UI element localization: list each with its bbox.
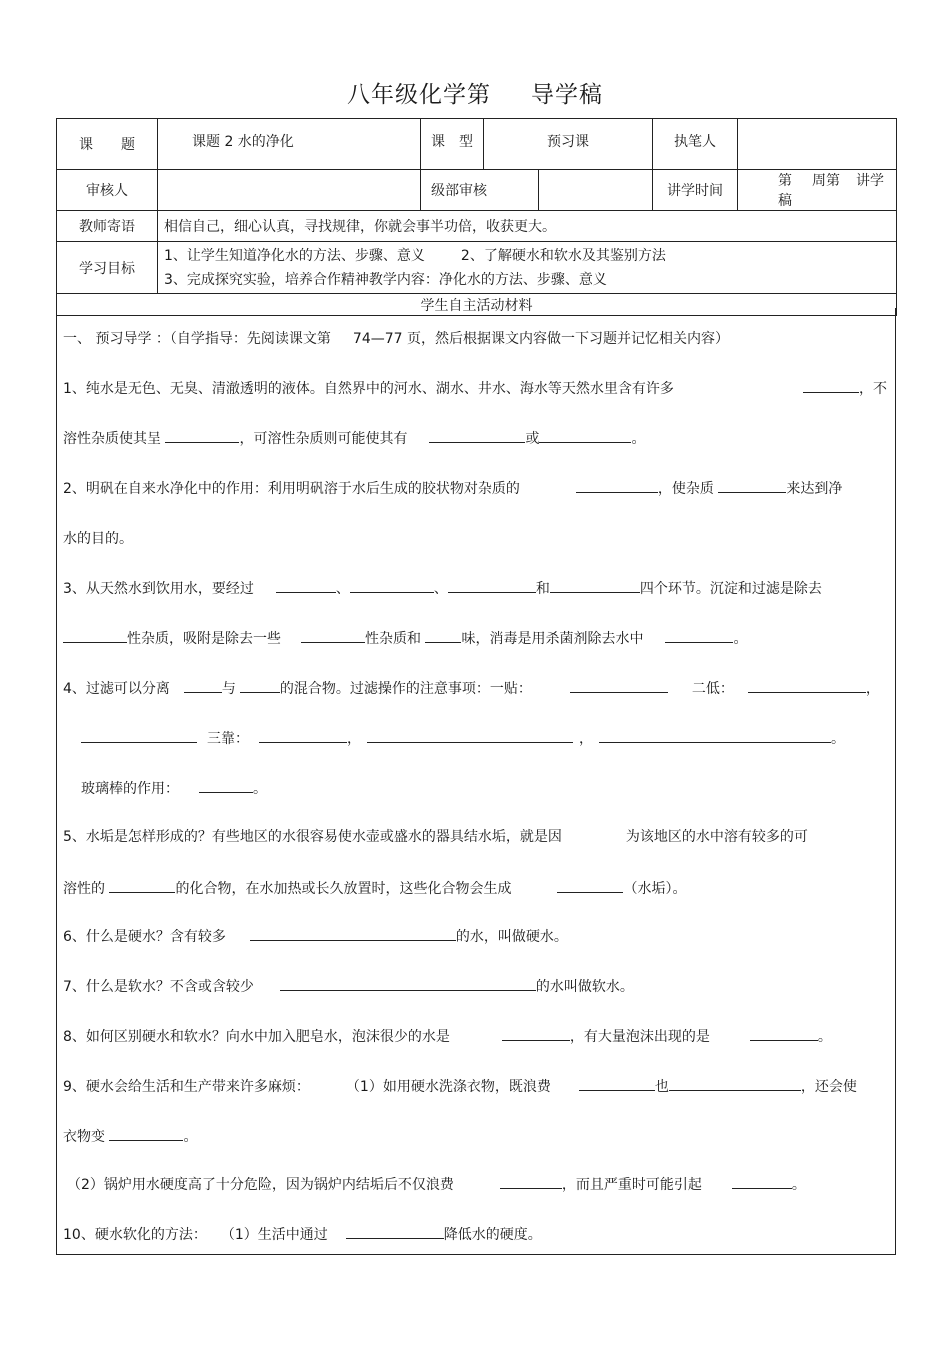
- blank-3-6[interactable]: [301, 628, 365, 643]
- blank-4-3[interactable]: [570, 678, 668, 693]
- blank-4-2[interactable]: [240, 678, 280, 693]
- blank-3-3[interactable]: [448, 578, 536, 593]
- lesson-type-value: 预习课: [484, 119, 653, 170]
- dept-review-value[interactable]: [539, 170, 653, 211]
- question-10: 10、硬水软化的方法： （1）生活中通过 降低水的硬度。: [63, 1224, 887, 1244]
- question-8: 8、如何区别硬水和软水？向水中加入肥皂水，泡沫很少的水是 ，有大量泡沫出现的是 。: [63, 1026, 887, 1046]
- blank-9-5[interactable]: [732, 1174, 792, 1189]
- blank-4-4[interactable]: [748, 678, 866, 693]
- blank-4-5[interactable]: [81, 728, 197, 743]
- blank-4-8[interactable]: [599, 728, 831, 743]
- blank-5-1[interactable]: [109, 878, 175, 893]
- blank-5-2[interactable]: [557, 878, 623, 893]
- blank-3-7[interactable]: [425, 628, 461, 643]
- label-lecture-time: 讲学时间: [653, 170, 738, 211]
- question-7: 7、什么是软水？不含或含较少 的水叫做软水。: [63, 976, 887, 996]
- blank-4-6[interactable]: [259, 728, 347, 743]
- preview-intro: 一、 预习导学 ：（自学指导：先阅读课文第 74—77 页，然后根据课文内容做一下习题并记忆相关内容）: [63, 331, 729, 347]
- section-heading: 学生自主活动材料: [57, 294, 897, 316]
- blank-3-5[interactable]: [63, 628, 127, 643]
- blank-1-1[interactable]: [803, 378, 859, 393]
- blank-8-1[interactable]: [502, 1026, 570, 1041]
- blank-9-1[interactable]: [579, 1076, 655, 1091]
- blank-3-1[interactable]: [276, 578, 336, 593]
- question-5-cont: 溶性的 的化合物，在水加热或长久放置时，这些化合物会生成 （水垢）。: [63, 878, 887, 898]
- blank-4-9[interactable]: [199, 778, 253, 793]
- blank-9-3[interactable]: [109, 1126, 183, 1141]
- worksheet-body: [56, 308, 896, 1255]
- question-1-cont: 溶性杂质使其呈 ，可溶性杂质则可能使其有 或 。: [63, 428, 887, 448]
- blank-7-1[interactable]: [280, 976, 536, 991]
- blank-8-2[interactable]: [750, 1026, 818, 1041]
- blank-1-2[interactable]: [165, 428, 239, 443]
- learning-goals: [158, 242, 897, 294]
- goal-3: 3、完成探究实验，培养合作精神教学内容：净化水的方法、步骤、意义: [164, 271, 607, 288]
- question-6: 6、什么是硬水？含有较多 的水，叫做硬水。: [63, 926, 887, 946]
- question-4: 4、过滤可以分离 与 的混合物。过滤操作的注意事项：一贴： 二低： ，: [63, 678, 887, 698]
- info-table: [56, 118, 897, 316]
- blank-4-7[interactable]: [367, 728, 573, 743]
- label-topic: 课 题: [57, 119, 158, 170]
- blank-6-1[interactable]: [250, 926, 456, 941]
- goal-1: 1、让学生知道净化水的方法、步骤、意义: [164, 247, 425, 264]
- label-dept-review: 级部审核: [421, 170, 539, 211]
- blank-1-4[interactable]: [539, 428, 631, 443]
- question-5: 5、水垢是怎样形成的？有些地区的水很容易使水壶或盛水的器具结水垢，就是因 为该地区的水中溶有较多的可: [63, 829, 808, 845]
- blank-3-8[interactable]: [665, 628, 733, 643]
- label-author: 执笔人: [653, 119, 738, 170]
- author-value[interactable]: [738, 119, 897, 170]
- label-learning-goals: 学习目标: [57, 242, 158, 294]
- blank-4-1[interactable]: [184, 678, 222, 693]
- blank-9-4[interactable]: [500, 1174, 562, 1189]
- blank-1-3[interactable]: [429, 428, 525, 443]
- blank-9-2[interactable]: [669, 1076, 801, 1091]
- question-4-rod: 玻璃棒的作用： 。: [81, 778, 887, 798]
- question-1: 1、纯水是无色、无臭、清澈透明的液体。自然界中的河水、湖水、井水、海水等天然水里含有许多 ，不: [63, 378, 887, 398]
- blank-3-4[interactable]: [550, 578, 640, 593]
- teacher-message: 相信自己，细心认真，寻找规律，你就会事半功倍，收获更大。: [158, 211, 897, 242]
- question-4-cont: 三靠： ， ， 。: [81, 728, 887, 748]
- question-2-cont: 水的目的。: [63, 531, 133, 547]
- blank-3-2[interactable]: [350, 578, 434, 593]
- lecture-time-value: 第 周第 讲学稿: [738, 170, 897, 211]
- page-title: [0, 76, 950, 109]
- question-9: 9、硬水会给生活和生产带来许多麻烦： （1）如用硬水洗涤衣物，既浪费 也 ，还会使: [63, 1076, 887, 1096]
- topic-value: 课题 2 水的净化: [158, 119, 421, 170]
- question-3-cont: 性杂质，吸附是除去一些 性杂质和 味，消毒是用杀菌剂除去水中 。: [63, 628, 887, 648]
- title-part-2: 导学稿: [531, 82, 603, 108]
- label-teacher-message: 教师寄语: [57, 211, 158, 242]
- question-2: 2、明矾在自来水净化中的作用：利用明矾溶于水后生成的胶状物对杂质的 ，使杂质 来达到净: [63, 478, 887, 498]
- blank-10-1[interactable]: [346, 1224, 444, 1239]
- reviewer-value[interactable]: [158, 170, 421, 211]
- blank-2-1[interactable]: [576, 478, 658, 493]
- label-reviewer: 审核人: [57, 170, 158, 211]
- question-9-cont: 衣物变 。: [63, 1126, 887, 1146]
- question-3: 3、从天然水到饮用水，要经过 、 、 和 四个环节。沉淀和过滤是除去: [63, 578, 887, 598]
- label-lesson-type: 课 型: [421, 119, 484, 170]
- title-part-1: 八年级化学第: [347, 82, 491, 108]
- blank-2-2[interactable]: [718, 478, 786, 493]
- question-9-part-2: （2）锅炉用水硬度高了十分危险，因为锅炉内结垢后不仅浪费 ，而且严重时可能引起 。: [67, 1174, 887, 1194]
- goal-2: 2、了解硬水和软水及其鉴别方法: [460, 247, 666, 264]
